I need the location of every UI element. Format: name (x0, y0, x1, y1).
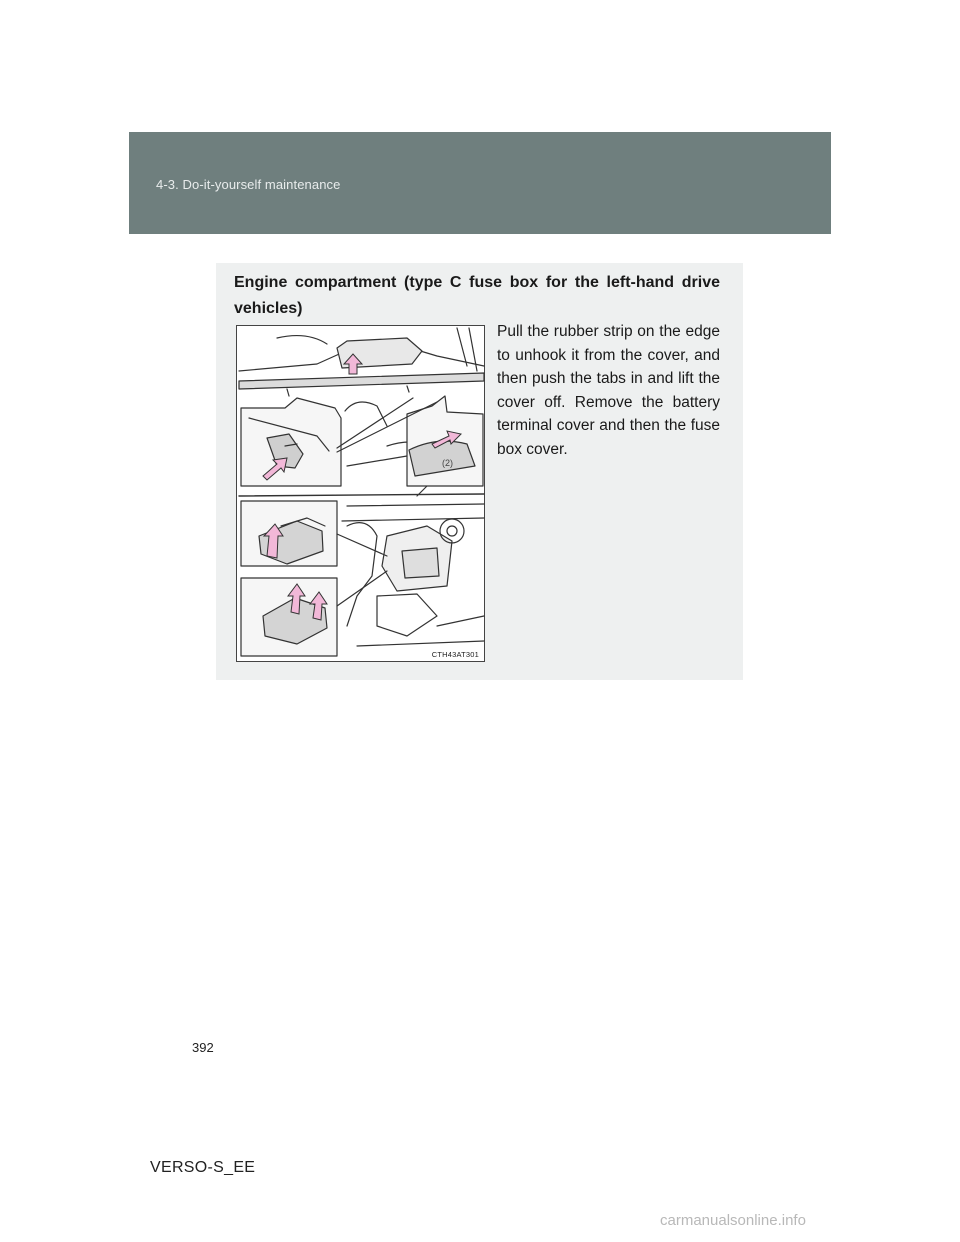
instruction-text: Pull the rubber strip on the edge to unhook it from the cover, and then push the tabs in and lift the cover off. Remove the battery terminal cover and then the fuse box cover. (497, 323, 720, 458)
engine-compartment-drawing (237, 326, 486, 663)
model-code: VERSO-S_EE (150, 1159, 256, 1176)
section-title: 4-3. Do-it-yourself maintenance (156, 177, 341, 192)
fuse-box-label: (2) (442, 458, 453, 468)
watermark: carmanualsonline.info (660, 1212, 806, 1229)
figure-code: CTH43AT301 (431, 650, 479, 659)
fuse-box-illustration (236, 325, 485, 662)
panel-heading: Engine compartment (type C fuse box for the left-hand drive vehicles) (234, 274, 720, 317)
page-number: 392 (192, 1040, 214, 1055)
